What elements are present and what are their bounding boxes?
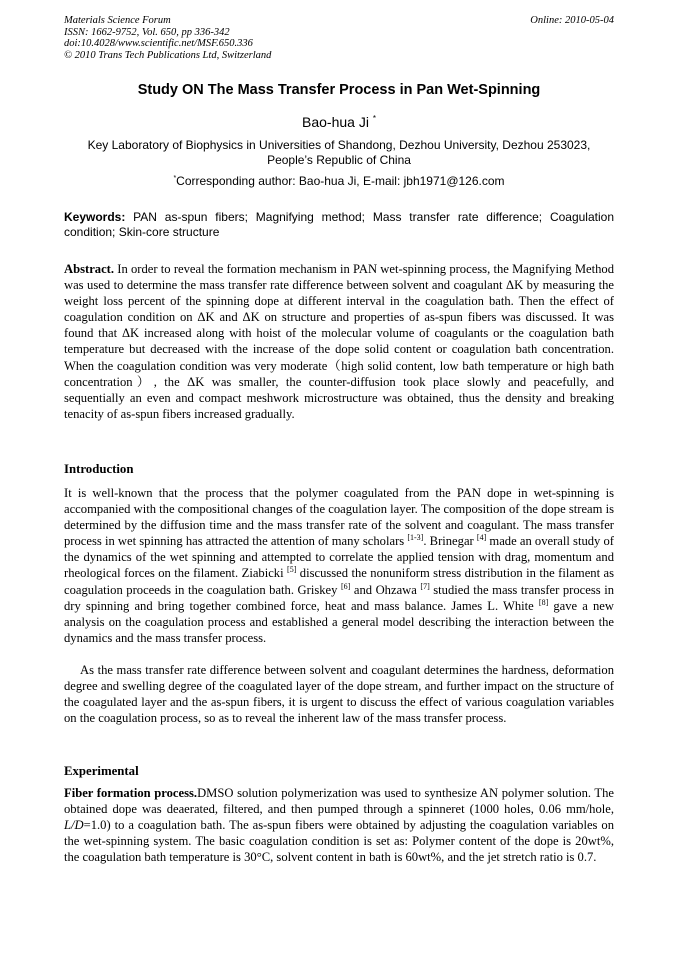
author-mark: *: [372, 114, 376, 123]
keywords-text: PAN as-spun fibers; Magnifying method; Mass transfer rate difference; Coagulation condition; Skin-core structure: [64, 210, 614, 239]
abstract-text: In order to reveal the formation mechanism in PAN wet-spinning process, the Magnifying Method was used to determine the mass transfer rate difference between solvent and coagulant ΔK by measuring the weight loss percent of the spinning dope at different interval in the coagulation bath. Then the effect of coagulation condition on ΔK and ΔK on structure and properties of as-spun fibers was discussed. It was found that ΔK increased along with hoist of the molecular volume of coagulants or the coagulation bath temperature but decreased with the increase of the dope solid content or coagulation bath concentration. When the coagulation condition was very moderate（high solid content, low bath temperature or high bath concentration）, the ΔK was smaller, the counter-diffusion took place slowly and peacefully, and sequentially an even and compact meshwork microstructure was obtained, thus the density and breaking tenacity of as-spun fibers increased gradually.: [64, 262, 614, 421]
citation: [7]: [420, 581, 430, 591]
abstract: [64, 261, 614, 422]
experimental-heading: Experimental: [64, 764, 139, 778]
affiliation: Key Laboratory of Biophysics in Universities of Shandong, Dezhou University, Dezhou 253023, People’s Republic of China: [87, 138, 591, 167]
intro-text: gave a new analysis on the coagulation process and established a general model describing the interaction between the dynamics and the mass transfer process.: [64, 598, 614, 645]
introduction-heading: Introduction: [64, 462, 134, 476]
intro-text: made an overall study of the dynamics of the wet spinning and attempted to correlate the applied tension with drag, momentum and rheological forces on the filament. Ziabicki: [64, 534, 614, 581]
journal-name: Materials Science Forum: [64, 15, 171, 26]
intro-text: . Brinegar: [423, 534, 477, 549]
author-name: Bao-hua Ji: [302, 114, 369, 130]
corresponding-mark: *: [173, 175, 177, 182]
citation: [1-3]: [407, 533, 424, 543]
corresponding-text: Corresponding author: Bao-hua Ji, E-mail: jbh1971@126.com: [176, 174, 505, 188]
experimental-paragraph-1: [64, 785, 614, 865]
keywords-label: Keywords:: [64, 210, 126, 224]
exp-text: DMSO solution polymerization was used to synthesize AN polymer solution. The obtained dope was deaerated, filtered, and then pumped through a spinneret (1000 holes, 0.06 mm/hole,: [64, 786, 614, 817]
online-date: Online: 2010-05-04: [530, 15, 614, 26]
copyright-line: © 2010 Trans Tech Publications Ltd, Switzerland: [64, 49, 272, 61]
issn-line: ISSN: 1662-9752, Vol. 650, pp 336-342: [64, 26, 230, 38]
paper-title: Study ON The Mass Transfer Process in Pan Wet-Spinning: [137, 82, 541, 98]
introduction-paragraph-1: [64, 485, 614, 646]
abstract-label: Abstract.: [64, 262, 115, 276]
keywords: [64, 210, 614, 240]
subsection-label: Fiber formation process.: [64, 786, 198, 800]
introduction-paragraph-2: As the mass transfer rate difference between solvent and coagulant determines the hardness, deformation degree and swelling degree of the coagulated layer of the dope stream, and further impact on the structure of the coagulated layer and the as-spun fibers, it is urgent to discuss the effect of various coagulation variables on the coagulation process, so as to reveal the inherent law of the mass transfer process.: [64, 663, 614, 726]
doi-line: doi:10.4028/www.scientific.net/MSF.650.336: [64, 38, 253, 49]
exp-text: =1.0) to a coagulation bath. The as-spun fibers were obtained by adjusting the coagulation variables on the wet-spinning system. The basic coagulation condition is set as: Polymer content of the dope is 20wt%, the coagulation bath temperature is 30°C, solvent content in bath is 60wt%, and the jet stretch ratio is 0.7.: [64, 818, 614, 865]
author-line: [0, 114, 678, 130]
citation: [8]: [538, 597, 549, 607]
citation: [6]: [340, 581, 351, 591]
intro-text: discussed the nonuniform stress distribution in the filament as coagulation proceeds in the coagulation bath. Griskey: [64, 566, 615, 597]
intro-text: and Ohzawa: [350, 582, 421, 597]
citation: [4]: [476, 533, 487, 543]
corresponding-author: [0, 174, 678, 188]
intro-text: It is well-known that the process that the polymer coagulated from the PAN dope in wet-spinning is accompanied with the compositional changes of the coagulation layer. The composition of the dope stream is determined by the diffusion time and the mass transfer rate of the solvent and coagulant. The mass transfer process in wet spinning has attracted the attention of many scholars: [64, 486, 614, 549]
citation: [5]: [287, 565, 297, 575]
exp-ratio-symbol: L/D: [64, 818, 84, 833]
journal-header: [64, 15, 614, 61]
intro-text: studied the mass transfer process in dry spinning and bring together combined force, heat and mass balance. James L. White: [64, 582, 614, 613]
